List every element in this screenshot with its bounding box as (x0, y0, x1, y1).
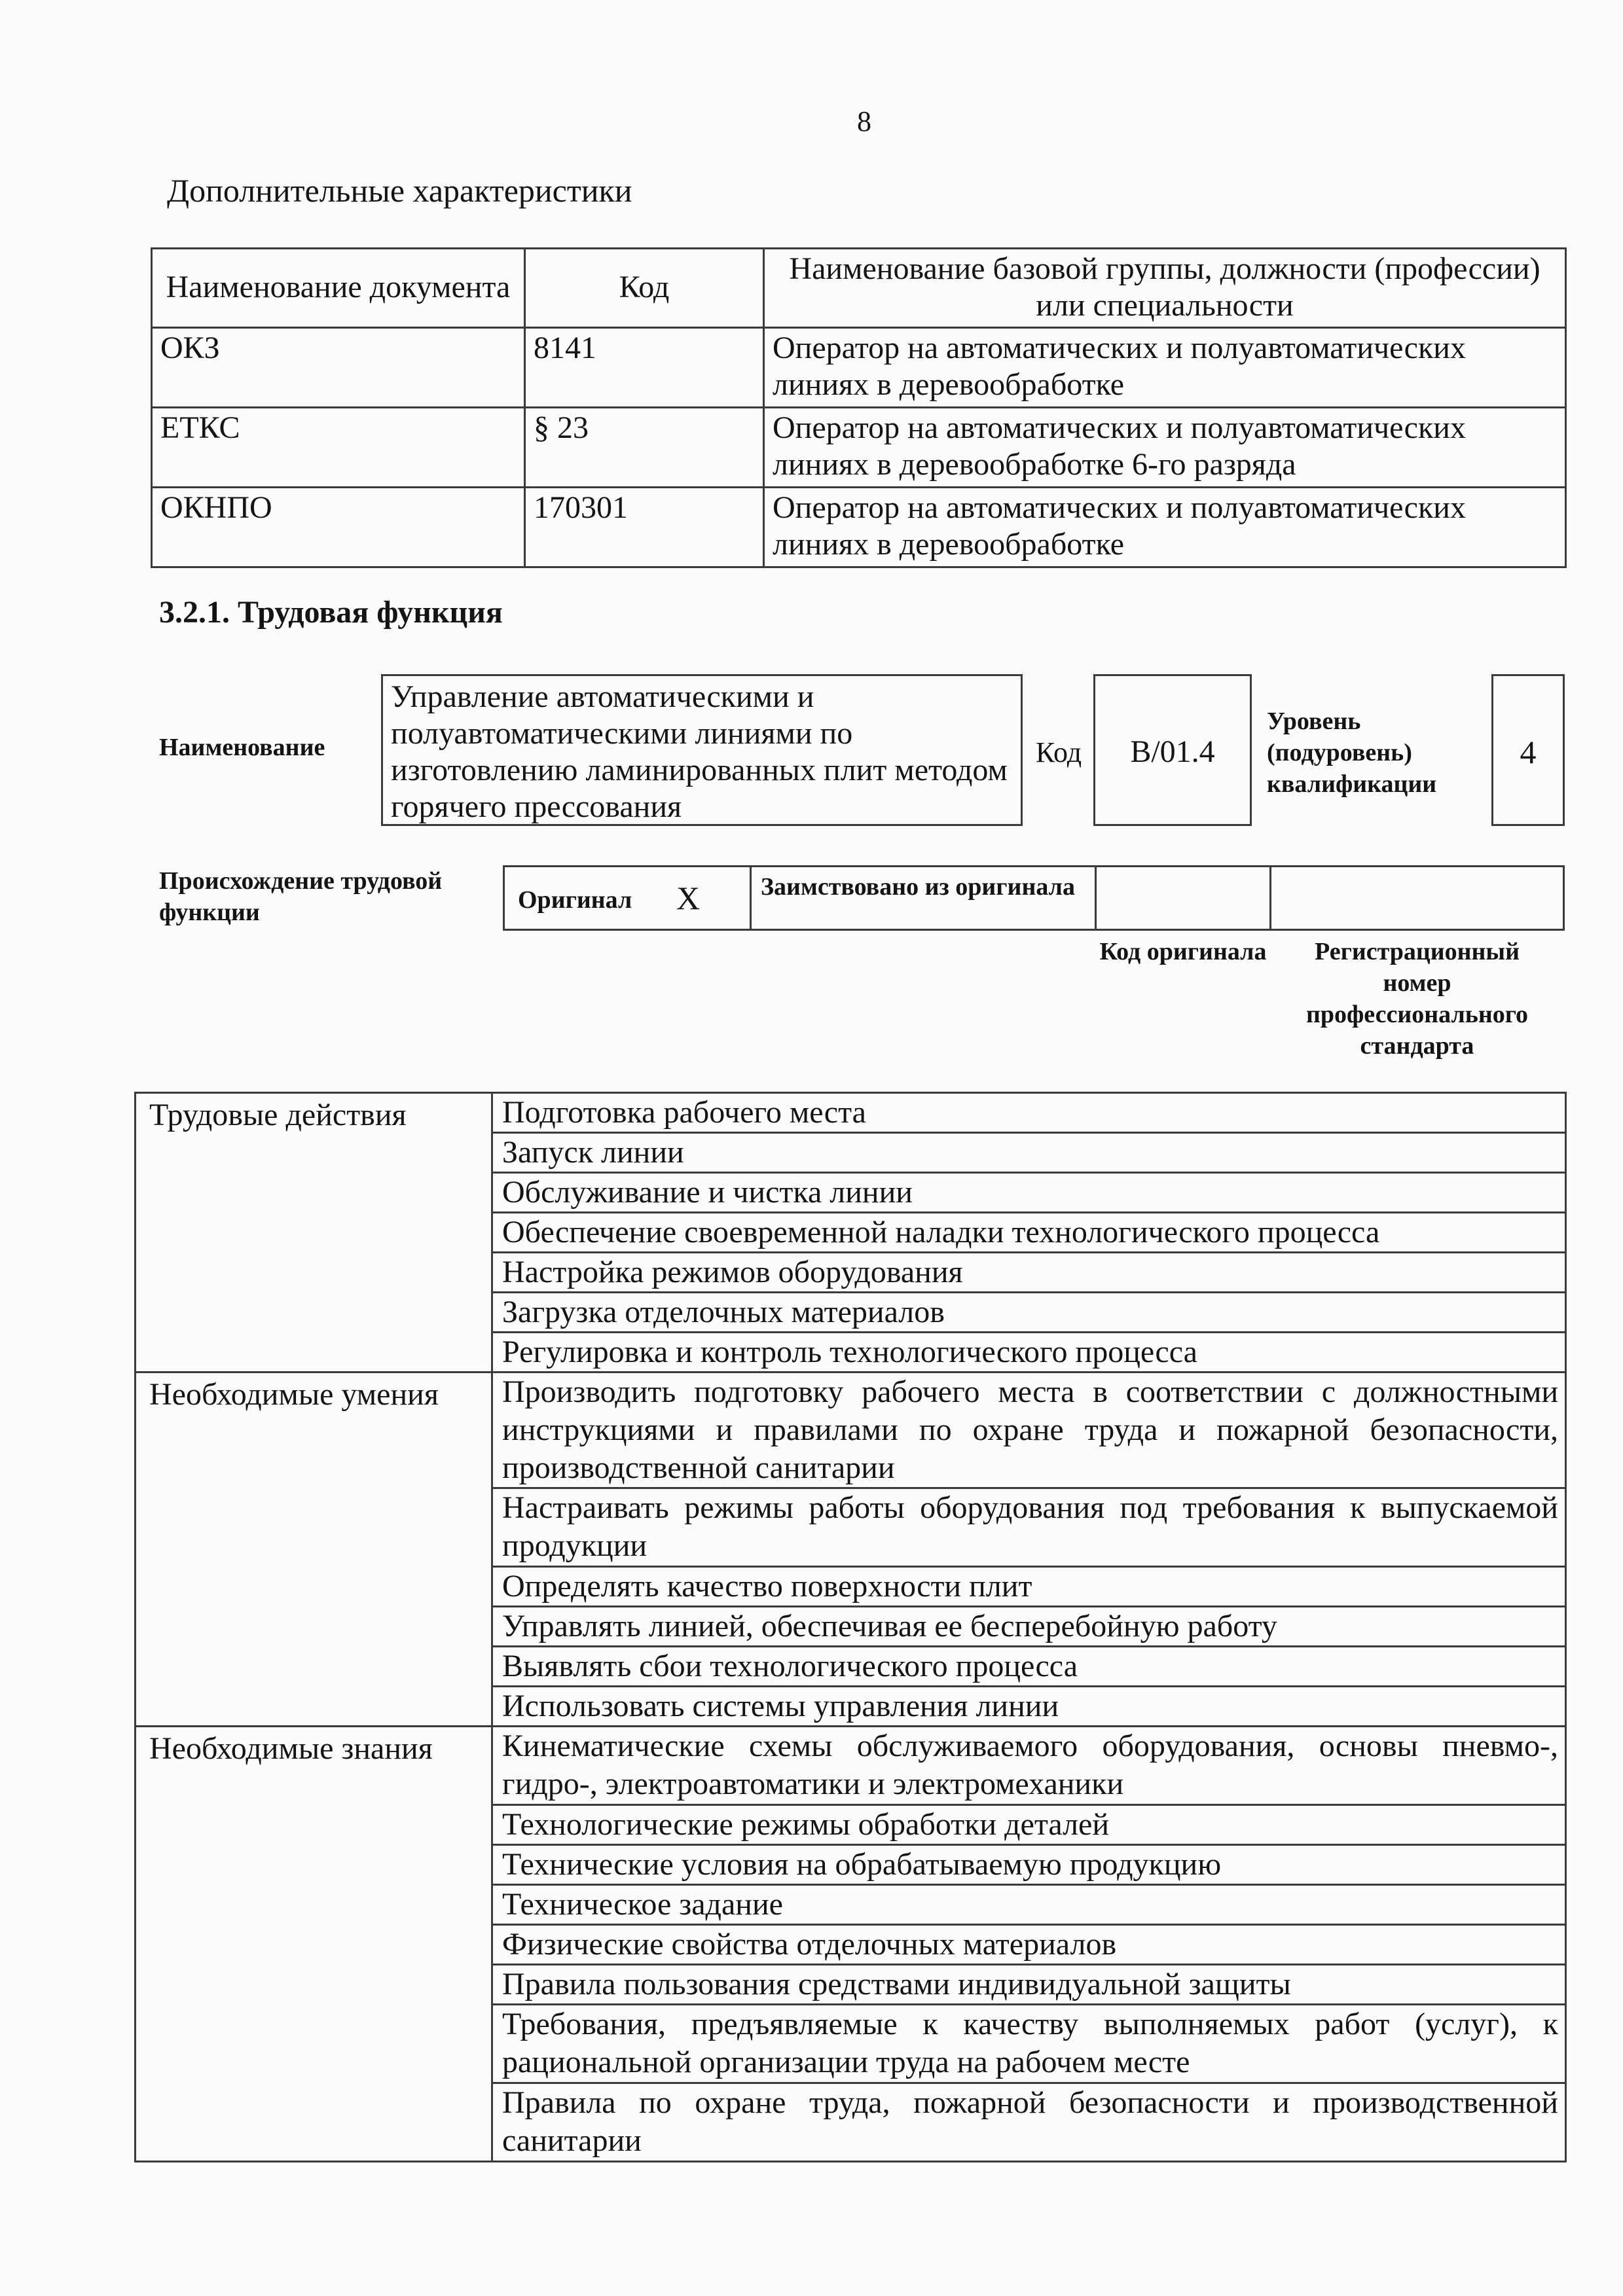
header-group: Наименование базовой группы, должности (профессии) или специальности (764, 249, 1566, 328)
list-item: Обеспечение своевременной наладки технологического процесса (492, 1213, 1566, 1253)
code-label: Код (1035, 736, 1082, 768)
skills-label: Необходимые умения (136, 1372, 492, 1727)
code-caption: Код оригинала (1099, 938, 1267, 965)
table-row (152, 328, 1566, 408)
level-value: 4 (1491, 674, 1565, 826)
borrowed-box (750, 865, 1097, 931)
actions-label: Трудовые действия (136, 1093, 492, 1372)
list-item: Выявлять сбои технологического процесса (492, 1647, 1566, 1687)
list-item: Настройка режимов оборудования (492, 1253, 1566, 1293)
list-item: Загрузка отделочных материалов (492, 1293, 1566, 1333)
list-item: Техническое задание (492, 1885, 1566, 1925)
registration-box (1269, 865, 1565, 931)
list-item: Правила по охране труда, пожарной безопасности и производственной санитарии (492, 2083, 1566, 2162)
table-row (136, 1093, 1566, 1133)
table-row (136, 1727, 1566, 1805)
list-item: Подготовка рабочего места (492, 1093, 1566, 1133)
original-mark: X (676, 880, 701, 916)
borrowed-label: Заимствовано из оригинала (761, 873, 1075, 901)
cell-code: § 23 (525, 408, 764, 488)
function-details-table (134, 1092, 1567, 2162)
list-item: Регулировка и контроль технологического процесса (492, 1333, 1566, 1372)
list-item: Обслуживание и чистка линии (492, 1173, 1566, 1213)
level-label: Уровень (подуровень) квалификации (1267, 708, 1437, 798)
list-item: Запуск линии (492, 1133, 1566, 1173)
original-code-box (1095, 865, 1271, 931)
origin-label: Происхождение трудовой функции (159, 867, 443, 926)
function-code: B/01.4 (1093, 674, 1252, 826)
header-code: Код (525, 249, 764, 328)
list-item: Управлять линией, обеспечивая ее бесперебойную работу (492, 1607, 1566, 1647)
cell-document: ОКНПО (152, 488, 525, 567)
cell-document: ЕТКС (152, 408, 525, 488)
table-row (152, 488, 1566, 567)
list-item: Настраивать режимы работы оборудования под требования к выпускаемой продукции (492, 1488, 1566, 1567)
list-item: Физические свойства отделочных материалов (492, 1925, 1566, 1965)
section-title: Дополнительные характеристики (167, 172, 632, 209)
list-item: Определять качество поверхности плит (492, 1567, 1566, 1607)
list-item: Технические условия на обрабатываемую продукцию (492, 1845, 1566, 1885)
list-item: Правила пользования средствами индивидуальной защиты (492, 1965, 1566, 2005)
registration-caption: Регистрационный номер профессионального стандарта (1305, 938, 1529, 1060)
knowledge-label: Необходимые знания (136, 1727, 492, 2162)
original-box (503, 865, 752, 931)
cell-document: ОКЗ (152, 328, 525, 408)
cell-group: Оператор на автоматических и полуавтоматических линиях в деревообработке 6-го разряда (764, 408, 1566, 488)
list-item: Производить подготовку рабочего места в соответствии с должностными инструкциями и правилами по охране труда и пожарной безопасности, производственной санитарии (492, 1372, 1566, 1488)
table-row (152, 408, 1566, 488)
cell-group: Оператор на автоматических и полуавтоматических линиях в деревообработке (764, 488, 1566, 567)
function-title: 3.2.1. Трудовая функция (159, 595, 503, 630)
characteristics-table (151, 247, 1567, 568)
list-item: Технологические режимы обработки деталей (492, 1805, 1566, 1845)
cell-group: Оператор на автоматических и полуавтоматических линиях в деревообработке (764, 328, 1566, 408)
cell-code: 8141 (525, 328, 764, 408)
table-row (136, 1372, 1566, 1488)
original-label: Оригинал (518, 886, 632, 914)
cell-code: 170301 (525, 488, 764, 567)
header-document: Наименование документа (152, 249, 525, 328)
list-item: Требования, предъявляемые к качеству выполняемых работ (услуг), к рациональной организации труда на рабочем месте (492, 2005, 1566, 2083)
name-label: Наименование (159, 734, 325, 761)
page-number: 8 (857, 105, 871, 137)
list-item: Использовать системы управления линии (492, 1687, 1566, 1727)
list-item: Кинематические схемы обслуживаемого оборудования, основы пневмо-, гидро-, электроавтоматики и электромеханики (492, 1727, 1566, 1805)
function-name: Управление автоматическими и полуавтоматическими линиями по изготовлению ламинированных плит методом горячего прессования (381, 674, 1023, 826)
